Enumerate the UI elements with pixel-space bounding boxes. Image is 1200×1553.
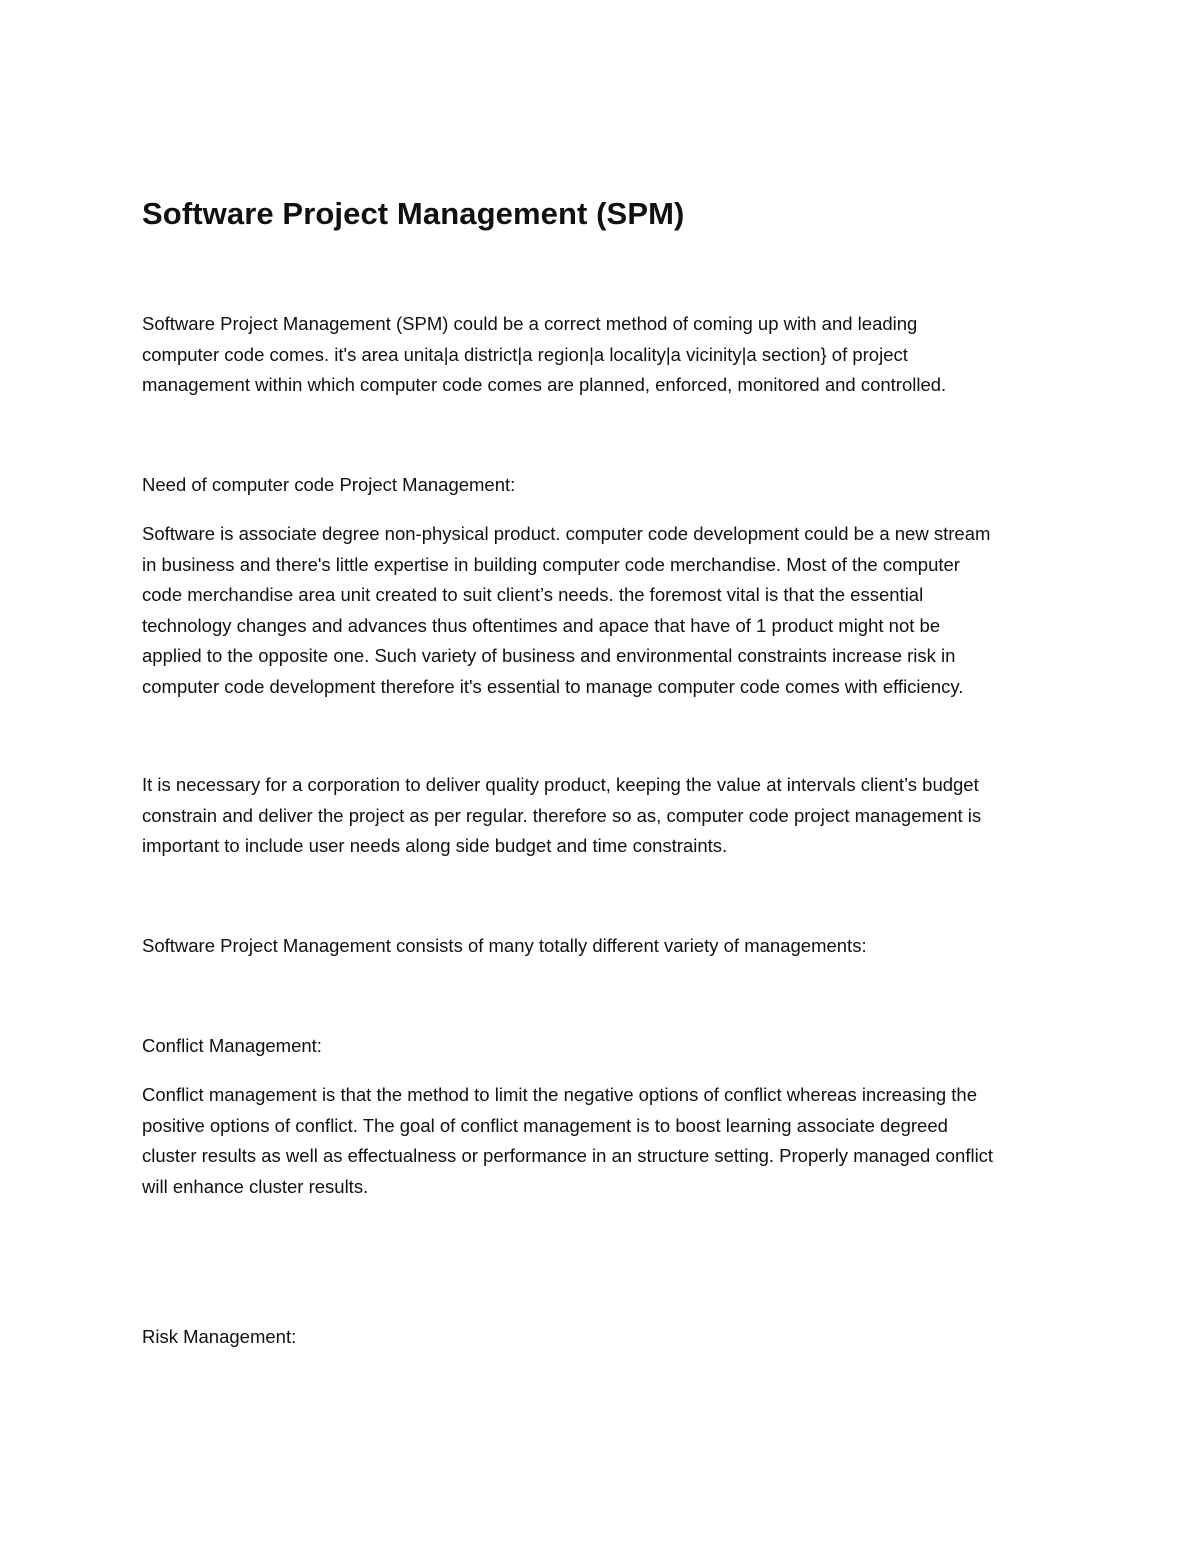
need-line-3: code merchandise area unit created to suit client’s needs. the foremost vital is that the essential <box>142 584 924 605</box>
conflict-paragraph <box>142 1080 1062 1202</box>
intro-line-2: computer code comes. it's area unita|a district|a region|a locality|a vicinity|a section} of project <box>142 343 908 365</box>
need-line-5: applied to the opposite one. Such variety of business and environmental constraints increase risk in <box>142 645 956 666</box>
conflict-heading: Conflict Management: <box>142 1035 322 1056</box>
need-paragraph <box>142 519 1062 702</box>
conflict-line-2: positive options of conflict. The goal of conflict management is to boost learning associate degreed <box>142 1114 948 1136</box>
types-intro: Software Project Management consists of many totally different variety of managements: <box>142 935 867 956</box>
intro-line-3: management within which computer code comes are planned, enforced, monitored and controlled. <box>142 374 947 395</box>
need-line-6: computer code development therefore it's essential to manage computer code comes with efficiency. <box>142 675 964 697</box>
necessity-line-2: constrain and deliver the project as per regular. therefore so as, computer code project management is <box>142 804 982 826</box>
document-title: Software Project Management (SPM) <box>142 196 685 231</box>
need-line-1: Software is associate degree non-physical product. computer code development could be a new stream <box>142 523 991 544</box>
intro-line-1: Software Project Management (SPM) could be a correct method of coming up with and leading <box>142 313 918 334</box>
intro-paragraph <box>142 309 1062 401</box>
necessity-paragraph <box>142 770 1062 862</box>
need-heading: Need of computer code Project Management: <box>142 474 516 495</box>
conflict-line-1: Conflict management is that the method to limit the negative options of conflict whereas increasing the <box>142 1084 978 1105</box>
conflict-line-4: will enhance cluster results. <box>142 1175 369 1197</box>
conflict-line-3: cluster results as well as effectualness or performance in an structure setting. Properly managed conflict <box>142 1145 994 1166</box>
need-line-2: in business and there's little expertise in building computer code merchandise. Most of the computer <box>142 553 960 575</box>
need-line-4: technology changes and advances thus oftentimes and apace that have of 1 product might not be <box>142 614 941 636</box>
necessity-line-3: important to include user needs along side budget and time constraints. <box>142 835 728 856</box>
risk-heading: Risk Management: <box>142 1326 297 1347</box>
necessity-line-1: It is necessary for a corporation to deliver quality product, keeping the value at intervals client’s budget <box>142 774 979 795</box>
